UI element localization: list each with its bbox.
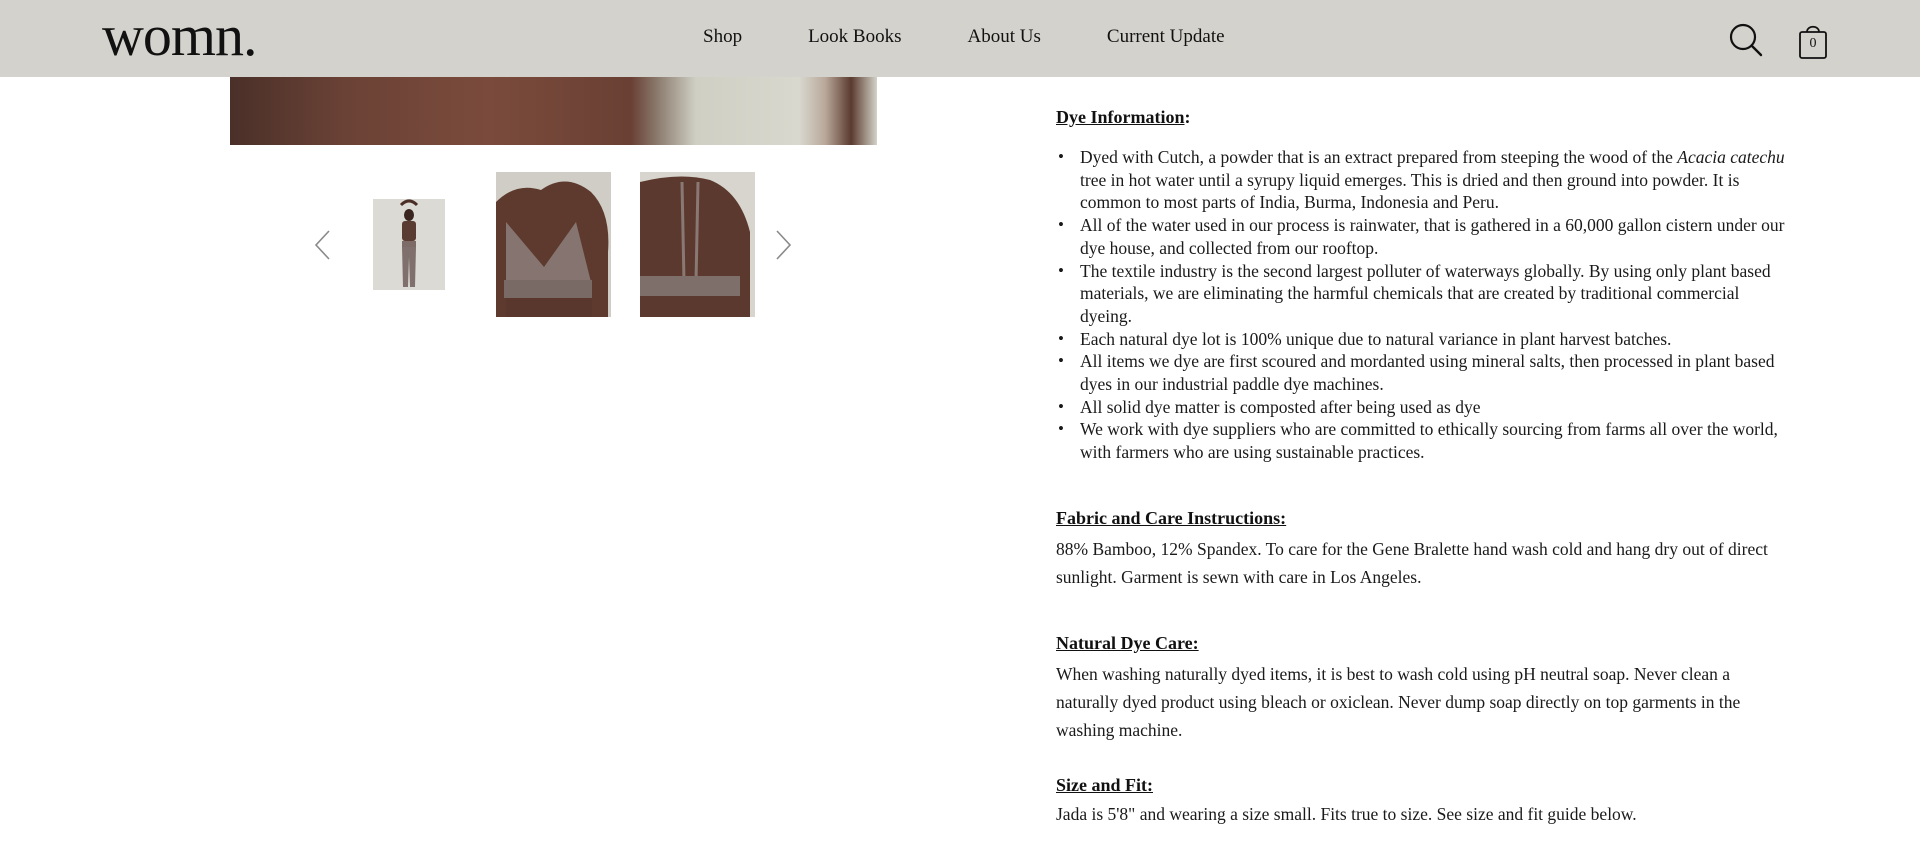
cart-count: 0 bbox=[1809, 36, 1817, 51]
chevron-left-icon[interactable] bbox=[311, 228, 335, 262]
dye-info-list bbox=[1056, 146, 1786, 464]
list-item: • Each natural dye lot is 100% unique due to natural variance in plant harvest batches. bbox=[1056, 328, 1786, 351]
list-item: • We work with dye suppliers who are committed to ethically sourcing from farms all over the world, with farmers who are using sustainable practices. bbox=[1056, 418, 1786, 463]
size-fit-heading: Size and Fit: bbox=[1056, 775, 1153, 795]
nav-about-us[interactable]: About Us bbox=[967, 26, 1041, 47]
product-thumbnail-3[interactable] bbox=[640, 172, 755, 317]
product-main-image[interactable] bbox=[230, 77, 877, 145]
chevron-right-icon[interactable] bbox=[771, 228, 795, 262]
fabric-care-text: 88% Bamboo, 12% Spandex. To care for the Gene Bralette hand wash cold and hang dry out of direct sunlight. Garment is sewn with care in Los Angeles. bbox=[1056, 539, 1768, 587]
site-logo[interactable]: womn. bbox=[102, 3, 257, 68]
list-item: • The textile industry is the second largest polluter of waterways globally. By using only plant based materials, we are eliminating the harmful chemicals that are created by traditional commercial dyeing. bbox=[1056, 260, 1786, 328]
list-item: • All of the water used in our process is rainwater, that is gathered in a 60,000 gallon cistern under our dye house, and collected from our rooftop. bbox=[1056, 214, 1786, 259]
nav-shop[interactable]: Shop bbox=[703, 26, 743, 47]
natural-dye-care-heading: Natural Dye Care: bbox=[1056, 633, 1199, 653]
search-icon[interactable] bbox=[1728, 22, 1764, 58]
list-item: • All solid dye matter is composted after being used as dye bbox=[1056, 396, 1786, 419]
list-item: • All items we dye are first scoured and mordanted using mineral salts, then processed in plant based dyes in our industrial paddle dye machines. bbox=[1056, 350, 1786, 395]
natural-dye-care-text: When washing naturally dyed items, it is best to wash cold using pH neutral soap. Never clean a naturally dyed product using bleach or oxiclean. Never dump soap directly on top garments in the washing machine. bbox=[1056, 664, 1741, 740]
cart-button[interactable] bbox=[1797, 22, 1829, 60]
size-fit-text: Jada is 5'8" and wearing a size small. Fits true to size. See size and fit guide below. bbox=[1056, 804, 1637, 824]
nav-look-books[interactable]: Look Books bbox=[808, 26, 902, 47]
main-nav bbox=[703, 26, 1225, 48]
dye-info-heading: Dye Information: bbox=[1056, 107, 1191, 127]
site-header bbox=[0, 0, 1920, 77]
list-item: • Dyed with Cutch, a powder that is an extract prepared from steeping the wood of the Acacia catechu tree in hot water until a syrupy liquid emerges. This is dried and then ground into powder. It is common to most parts of India, Burma, Indonesia and Peru. bbox=[1056, 146, 1786, 214]
fabric-care-heading: Fabric and Care Instructions: bbox=[1056, 508, 1287, 528]
nav-current-update[interactable]: Current Update bbox=[1106, 26, 1225, 47]
product-thumbnail-2[interactable] bbox=[496, 172, 611, 317]
product-thumbnail-1[interactable] bbox=[373, 199, 445, 290]
